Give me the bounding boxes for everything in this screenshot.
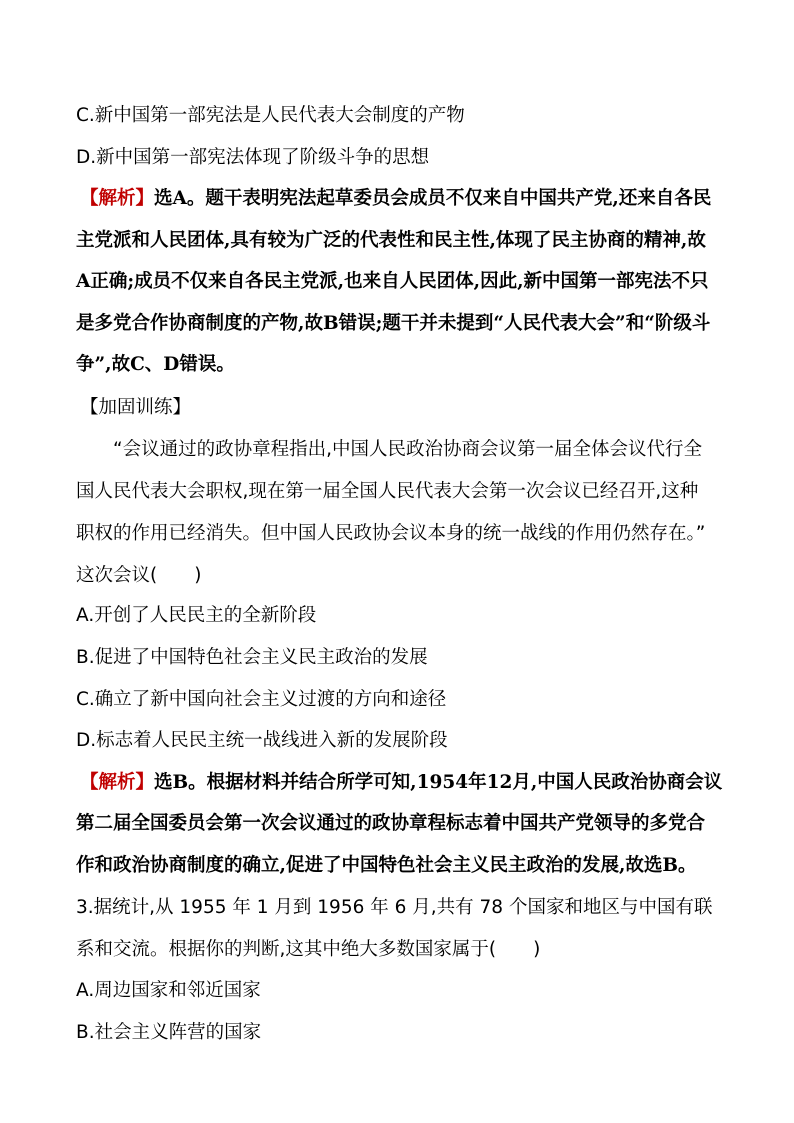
practice-stem-line-2: 国人民代表大会职权,现在第一届全国人民代表大会第一次会议已经召开,这种 xyxy=(76,481,699,502)
question-3-stem-line-2: 系和交流。根据你的判断,这其中绝大多数国家属于( ) xyxy=(76,939,541,960)
analysis-2-line-1 xyxy=(80,771,723,795)
analysis-tag: 【解析】 xyxy=(80,772,155,793)
analysis-2-line-2: 第二届全国委员会第一次会议通过的政协章程标志着中国共产党领导的多党合 xyxy=(76,813,706,834)
question-3-option-b: B.社会主义阵营的国家 xyxy=(76,1022,262,1043)
analysis-text: 选A。题干表明宪法起草委员会成员不仅来自中国共产党,还来自各民 xyxy=(154,188,712,209)
analysis-text: 选B。根据材料并结合所学可知,1954年12月,中国人民政治协商会议 xyxy=(154,772,723,793)
practice-stem-line-3: 职权的作用已经消失。但中国人民政协会议本身的统一战线的作用仍然存在。” xyxy=(76,523,706,544)
question-3-stem-line-1: 3.据统计,从 1955 年 1 月到 1956 年 6 月,共有 78 个国家和地区与中国有联 xyxy=(76,897,713,918)
practice-stem-line-4: 这次会议( ) xyxy=(76,565,202,586)
analysis-2-line-3: 作和政治协商制度的确立,促进了中国特色社会主义民主政治的发展,故选B。 xyxy=(76,855,697,876)
analysis-tag: 【解析】 xyxy=(80,188,155,209)
practice-option-c: C.确立了新中国向社会主义过渡的方向和途径 xyxy=(76,689,447,710)
practice-option-b: B.促进了中国特色社会主义民主政治的发展 xyxy=(76,647,428,668)
analysis-1-line-1 xyxy=(80,187,720,211)
analysis-1-line-5: 争”,故C、D错误。 xyxy=(76,354,235,375)
question-3-option-a: A.周边国家和邻近国家 xyxy=(76,980,261,1001)
analysis-1-line-3: A正确;成员不仅来自各民主党派,也来自人民团体,因此,新中国第一部宪法不只 xyxy=(76,271,709,292)
prev-option-d: D.新中国第一部宪法体现了阶级斗争的思想 xyxy=(76,147,430,168)
prev-option-c: C.新中国第一部宪法是人民代表大会制度的产物 xyxy=(76,105,465,126)
practice-stem-line-1: “会议通过的政协章程指出,中国人民政治协商会议第一届全体会议代行全 xyxy=(113,439,702,460)
analysis-1-line-4: 是多党合作协商制度的产物,故B错误;题干并未提到“人民代表大会”和“阶级斗 xyxy=(76,313,711,334)
analysis-1-line-2: 主党派和人民团体,具有较为广泛的代表性和民主性,体现了民主协商的精神,故 xyxy=(76,230,706,251)
practice-option-d: D.标志着人民民主统一战线进入新的发展阶段 xyxy=(76,730,448,751)
practice-heading: 【加固训练】 xyxy=(80,397,192,418)
practice-option-a: A.开创了人民民主的全新阶段 xyxy=(76,605,317,626)
